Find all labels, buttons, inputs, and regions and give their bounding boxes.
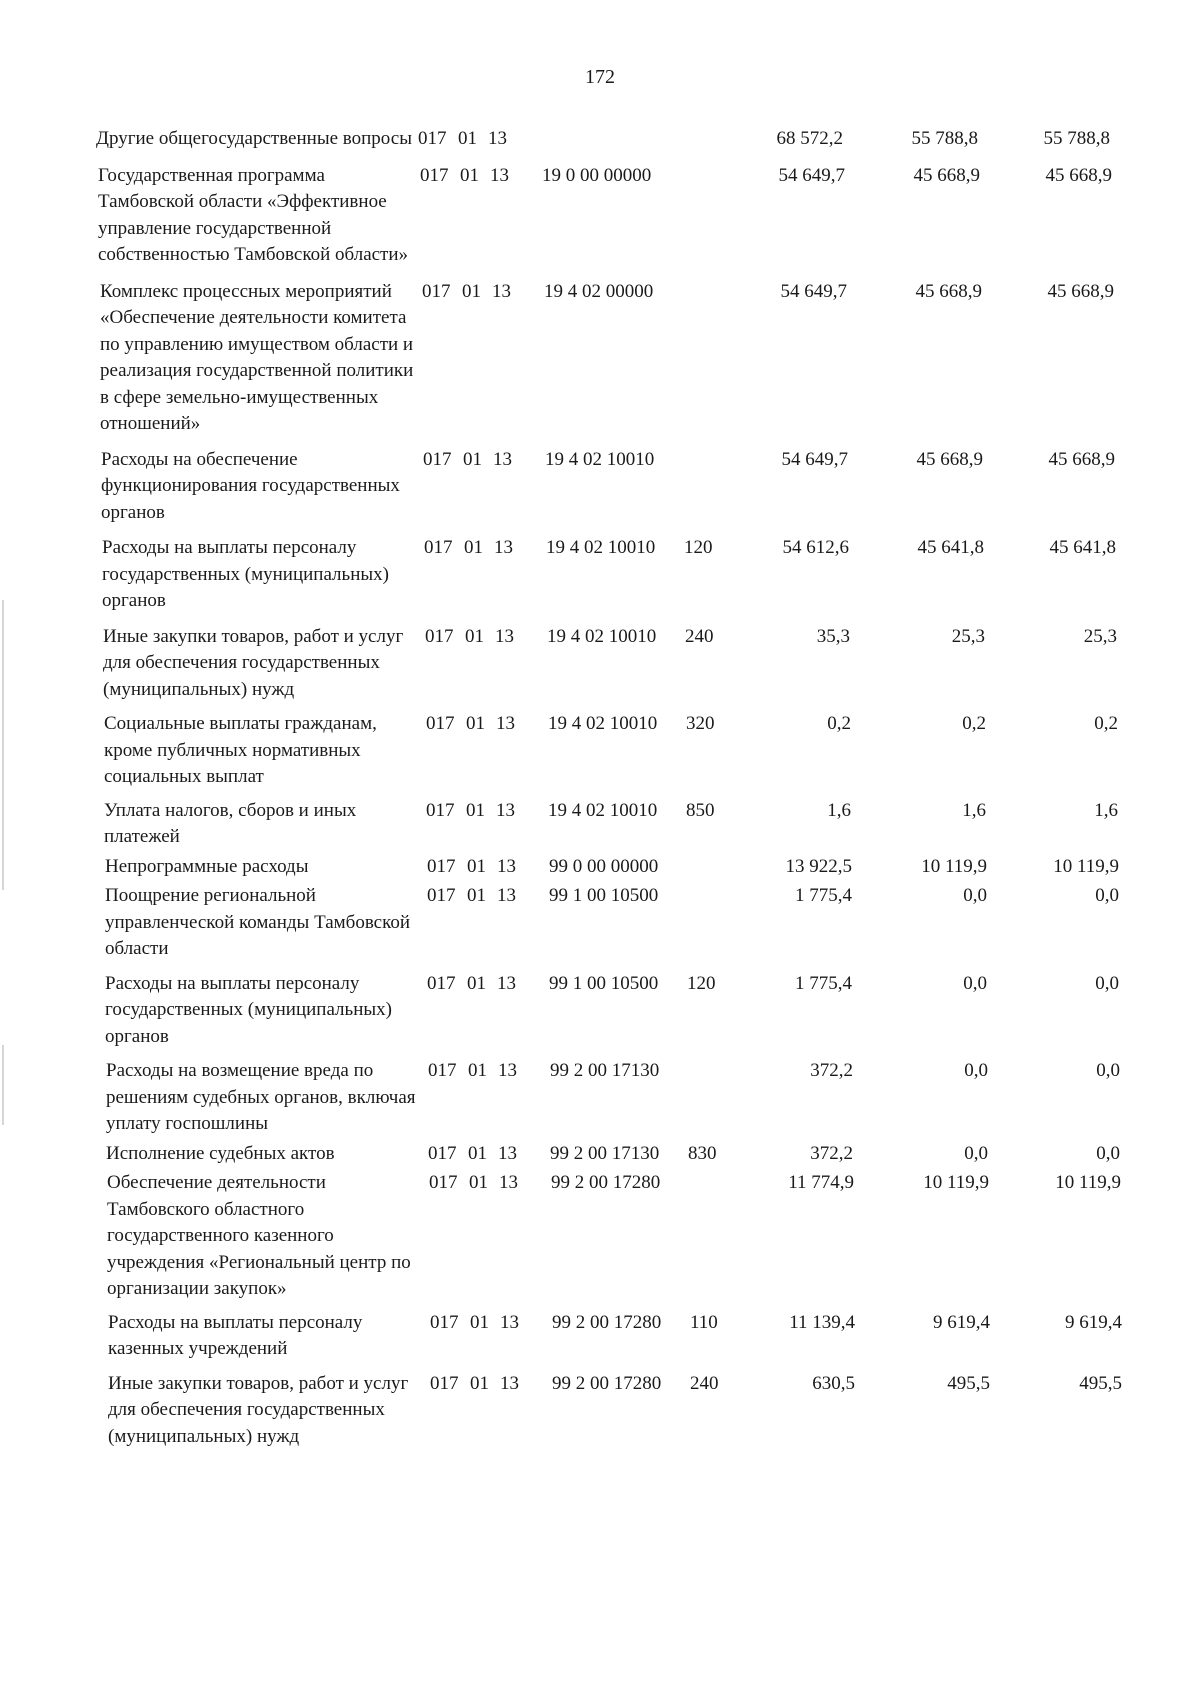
amount-year-2: 10 119,9	[923, 1172, 989, 1193]
target-article-code: 19 4 02 10010	[545, 448, 655, 470]
row-name: Социальные выплаты гражданам, кроме публичных нормативных социальных выплат	[104, 713, 377, 787]
amount-year-3: 0,0	[1095, 885, 1119, 906]
target-article-code: 19 0 00 00000	[542, 164, 652, 186]
subsection-code: 13	[490, 164, 509, 186]
amount-year-1: 630,5	[812, 1372, 855, 1394]
subsection-code: 13	[496, 713, 515, 734]
amount-year-3: 9 619,4	[1065, 1311, 1122, 1333]
row-name: Поощрение региональной управленческой команды Тамбовской области	[105, 885, 411, 959]
amount-year-1: 0,2	[827, 713, 851, 734]
table-row	[104, 798, 1194, 851]
expense-type-code: 850	[686, 799, 715, 821]
amount-year-2: 45 668,9	[913, 164, 980, 186]
table-row	[100, 279, 1190, 438]
ministry-code: 017	[430, 1372, 459, 1394]
row-name: Расходы на возмещение вреда по решениям судебных органов, включая уплату госпошлины	[106, 1060, 416, 1134]
table-row	[106, 1141, 1196, 1168]
amount-year-1: 54 649,7	[778, 164, 845, 186]
expense-type-code: 830	[688, 1142, 717, 1164]
budget-table	[96, 126, 1186, 1450]
ministry-code: 017	[425, 625, 454, 647]
amount-year-3: 45 668,9	[1047, 280, 1114, 302]
table-row	[101, 447, 1191, 527]
amount-year-3: 0,0	[1096, 1060, 1120, 1081]
ministry-code: 017	[427, 885, 456, 906]
amount-year-3: 0,0	[1095, 972, 1119, 994]
page-number: 172	[585, 66, 615, 88]
section-code: 01	[467, 885, 486, 906]
amount-year-2: 55 788,8	[911, 128, 978, 149]
target-article-code: 19 4 02 10010	[548, 799, 658, 821]
section-code: 01	[470, 1311, 489, 1333]
section-code: 01	[466, 799, 485, 821]
table-row	[106, 1058, 1196, 1138]
target-article-code: 99 1 00 10500	[549, 972, 659, 994]
subsection-code: 13	[500, 1311, 519, 1333]
subsection-code: 13	[498, 1060, 517, 1081]
table-row	[105, 854, 1195, 881]
row-name: Исполнение судебных актов	[106, 1142, 335, 1164]
subsection-code: 13	[497, 972, 516, 994]
amount-year-3: 10 119,9	[1055, 1172, 1121, 1193]
amount-year-2: 45 668,9	[915, 280, 982, 302]
ministry-code: 017	[430, 1311, 459, 1333]
expense-type-code: 240	[690, 1372, 719, 1394]
amount-year-2: 9 619,4	[933, 1311, 990, 1333]
amount-year-1: 13 922,5	[785, 855, 852, 877]
amount-year-1: 54 649,7	[781, 448, 848, 470]
amount-year-2: 45 641,8	[917, 537, 984, 558]
subsection-code: 13	[493, 448, 512, 470]
section-code: 01	[458, 128, 477, 149]
ministry-code: 017	[429, 1172, 458, 1193]
target-article-code: 99 1 00 10500	[549, 885, 659, 906]
ministry-code: 017	[424, 537, 453, 558]
amount-year-3: 55 788,8	[1043, 128, 1110, 149]
amount-year-3: 45 641,8	[1049, 537, 1116, 558]
ministry-code: 017	[418, 128, 447, 149]
target-article-code: 19 4 02 10010	[548, 713, 658, 734]
table-row	[103, 624, 1193, 704]
row-name: Расходы на выплаты персоналу казенных учреждений	[108, 1311, 363, 1359]
amount-year-1: 35,3	[816, 625, 850, 647]
expense-type-code: 320	[686, 713, 715, 734]
table-row	[105, 971, 1195, 1051]
subsection-code: 13	[494, 537, 513, 558]
amount-year-1: 1 775,4	[795, 972, 852, 994]
table-row	[105, 883, 1195, 963]
amount-year-3: 1,6	[1094, 799, 1118, 821]
scan-edge-mark	[2, 600, 4, 890]
ministry-code: 017	[423, 448, 452, 470]
section-code: 01	[466, 713, 485, 734]
section-code: 01	[470, 1372, 489, 1394]
section-code: 01	[463, 448, 482, 470]
row-name: Расходы на обеспечение функционирования государственных органов	[101, 448, 400, 523]
table-row	[107, 1170, 1197, 1303]
row-name: Уплата налогов, сборов и иных платежей	[104, 799, 357, 847]
amount-year-1: 372,2	[810, 1142, 853, 1164]
amount-year-1: 1 775,4	[795, 885, 852, 906]
table-row	[108, 1310, 1198, 1363]
expense-type-code: 120	[687, 972, 716, 994]
amount-year-1: 11 774,9	[788, 1172, 854, 1193]
table-row	[102, 535, 1192, 615]
table-row	[104, 711, 1194, 791]
amount-year-2: 0,0	[963, 885, 987, 906]
section-code: 01	[460, 164, 479, 186]
target-article-code: 99 2 00 17130	[550, 1060, 660, 1081]
row-name: Государственная программа Тамбовской области «Эффективное управление государственной собственностью Тамбовской области»	[98, 164, 409, 265]
row-name: Другие общегосударственные вопросы	[96, 128, 412, 149]
ministry-code: 017	[426, 799, 455, 821]
subsection-code: 13	[488, 128, 507, 149]
expense-type-code: 110	[690, 1311, 718, 1333]
ministry-code: 017	[427, 855, 456, 877]
amount-year-3: 0,0	[1096, 1142, 1120, 1164]
amount-year-2: 0,0	[963, 972, 987, 994]
section-code: 01	[467, 855, 486, 877]
amount-year-2: 0,2	[962, 713, 986, 734]
row-name: Расходы на выплаты персоналу государственных (муниципальных) органов	[102, 537, 389, 611]
scan-edge-mark	[2, 1045, 4, 1125]
subsection-code: 13	[496, 799, 515, 821]
row-name: Иные закупки товаров, работ и услуг для обеспечения государственных (муниципальных) нужд	[103, 625, 404, 700]
amount-year-3: 10 119,9	[1053, 855, 1119, 877]
section-code: 01	[467, 972, 486, 994]
subsection-code: 13	[498, 1142, 517, 1164]
ministry-code: 017	[427, 972, 456, 994]
amount-year-1: 11 139,4	[789, 1311, 855, 1333]
amount-year-2: 45 668,9	[916, 448, 983, 470]
expense-type-code: 240	[685, 625, 714, 647]
target-article-code: 99 2 00 17280	[552, 1372, 662, 1394]
row-name: Комплекс процессных мероприятий «Обеспечение деятельности комитета по управлению имуществом области и реализация государственной политики в сфере земельно-имущественных отношений»	[100, 280, 414, 434]
ministry-code: 017	[420, 164, 449, 186]
ministry-code: 017	[422, 280, 451, 302]
section-code: 01	[465, 625, 484, 647]
amount-year-2: 10 119,9	[921, 855, 987, 877]
subsection-code: 13	[495, 625, 514, 647]
ministry-code: 017	[428, 1060, 457, 1081]
amount-year-3: 45 668,9	[1048, 448, 1115, 470]
ministry-code: 017	[426, 713, 455, 734]
subsection-code: 13	[497, 855, 516, 877]
section-code: 01	[468, 1060, 487, 1081]
expense-type-code: 120	[684, 537, 713, 558]
amount-year-3: 45 668,9	[1045, 164, 1112, 186]
section-code: 01	[464, 537, 483, 558]
amount-year-3: 495,5	[1079, 1372, 1122, 1394]
amount-year-2: 1,6	[962, 799, 986, 821]
section-code: 01	[468, 1142, 487, 1164]
table-row	[96, 126, 1186, 153]
target-article-code: 99 2 00 17280	[552, 1311, 662, 1333]
amount-year-1: 68 572,2	[776, 128, 843, 149]
target-article-code: 19 4 02 10010	[546, 537, 656, 558]
table-row	[98, 163, 1188, 269]
row-name: Обеспечение деятельности Тамбовского областного государственного казенного учреждения «Региональный центр по организации закупок»	[107, 1172, 411, 1299]
target-article-code: 19 4 02 00000	[544, 280, 654, 302]
target-article-code: 99 2 00 17280	[551, 1172, 661, 1193]
target-article-code: 99 0 00 00000	[549, 855, 659, 877]
amount-year-1: 54 612,6	[782, 537, 849, 558]
amount-year-1: 1,6	[827, 799, 851, 821]
amount-year-2: 0,0	[964, 1060, 988, 1081]
target-article-code: 19 4 02 10010	[547, 625, 657, 647]
amount-year-2: 0,0	[964, 1142, 988, 1164]
row-name: Иные закупки товаров, работ и услуг для обеспечения государственных (муниципальных) нужд	[108, 1372, 409, 1447]
amount-year-3: 25,3	[1083, 625, 1117, 647]
amount-year-2: 25,3	[951, 625, 985, 647]
amount-year-3: 0,2	[1094, 713, 1118, 734]
table-row	[108, 1371, 1198, 1451]
subsection-code: 13	[497, 885, 516, 906]
row-name: Расходы на выплаты персоналу государственных (муниципальных) органов	[105, 972, 392, 1047]
target-article-code: 99 2 00 17130	[550, 1142, 660, 1164]
subsection-code: 13	[499, 1172, 518, 1193]
amount-year-1: 54 649,7	[780, 280, 847, 302]
amount-year-2: 495,5	[947, 1372, 990, 1394]
row-name: Непрограммные расходы	[105, 855, 309, 877]
ministry-code: 017	[428, 1142, 457, 1164]
section-code: 01	[469, 1172, 488, 1193]
amount-year-1: 372,2	[810, 1060, 853, 1081]
subsection-code: 13	[500, 1372, 519, 1394]
subsection-code: 13	[492, 280, 511, 302]
section-code: 01	[462, 280, 481, 302]
